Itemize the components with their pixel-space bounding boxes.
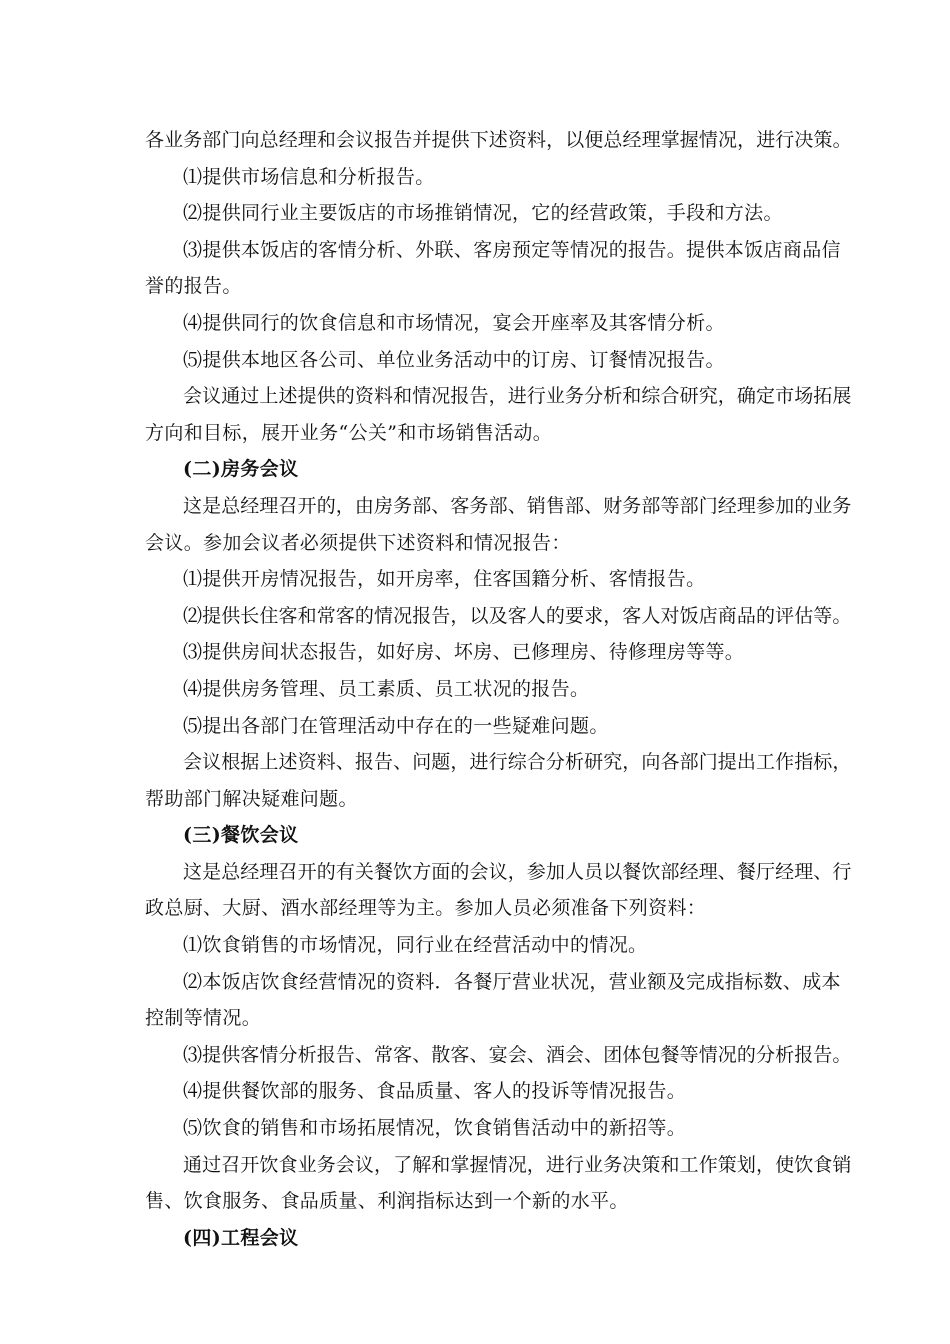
paragraph-line: 控制等情况。 (145, 1007, 262, 1030)
list-item: ⑷提供餐饮部的服务、食品质量、客人的投诉等情况报告。 (183, 1080, 687, 1103)
paragraph-line: 会议根据上述资料、报告、问题，进行综合分析研究，向各部门提出工作指标， (183, 751, 852, 774)
section-heading: (二)房务会议 (183, 458, 299, 481)
paragraph-line: 售、饮食服务、食品质量、利润指标达到一个新的水平。 (145, 1190, 629, 1213)
list-item: ⑶提供客情分析报告、常客、散客、宴会、酒会、团体包餐等情况的分析报告。 (183, 1043, 852, 1066)
list-item: ⑵提供长住客和常客的情况报告，以及客人的要求，客人对饭店商品的评估等。 (183, 604, 852, 627)
list-item: ⑸提出各部门在管理活动中存在的一些疑难问题。 (183, 714, 609, 737)
list-item: ⑵提供同行业主要饭店的市场推销情况，它的经营政策，手段和方法。 (183, 202, 783, 225)
list-item: ⑴提供市场信息和分析报告。 (183, 165, 435, 188)
paragraph-line: 这是总经理召开的，由房务部、客务部、销售部、财务部等部门经理参加的业务 (183, 494, 852, 517)
list-item: ⑸饮食的销售和市场拓展情况，饮食销售活动中的新招等。 (183, 1117, 687, 1140)
paragraph-line: 各业务部门向总经理和会议报告并提供下述资料，以便总经理掌握情况，进行决策。 (145, 129, 852, 151)
list-item: ⑶提供本饭店的客情分析、外联、客房预定等情况的报告。提供本饭店商品信 (183, 238, 841, 261)
paragraph-line: 会议通过上述提供的资料和情况报告，进行业务分析和综合研究，确定市场拓展 (183, 385, 852, 408)
section-heading: (三)餐饮会议 (183, 824, 299, 847)
paragraph-line: 通过召开饮食业务会议，了解和掌握情况，进行业务决策和工作策划，使饮食销 (183, 1153, 852, 1176)
list-item: ⑶提供房间状态报告，如好房、坏房、已修理房、待修理房等等。 (183, 641, 745, 664)
paragraph-line: 方向和目标，展开业务“公关”和市场销售活动。 (145, 421, 553, 444)
document-body (145, 122, 855, 1256)
paragraph-line: 会议。参加会议者必须提供下述资料和情况报告： (145, 531, 571, 554)
section-heading: (四)工程会议 (183, 1226, 299, 1249)
list-item: ⑷提供房务管理、员工素质、员工状况的报告。 (183, 677, 590, 700)
paragraph-line: 这是总经理召开的有关餐饮方面的会议，参加人员以餐饮部经理、餐厅经理、行 (183, 860, 852, 883)
paragraph-line: 政总厨、大厨、酒水部经理等为主。参加人员必须准备下列资料： (145, 897, 707, 920)
list-item: ⑸提供本地区各公司、单位业务活动中的订房、订餐情况报告。 (183, 348, 725, 371)
list-item: ⑴饮食销售的市场情况，同行业在经营活动中的情况。 (183, 934, 648, 957)
paragraph-line: 帮助部门解决疑难问题。 (145, 787, 358, 810)
paragraph-line: 誉的报告。 (145, 275, 242, 298)
list-item: ⑷提供同行的饮食信息和市场情况，宴会开座率及其客情分析。 (183, 311, 725, 334)
list-item: ⑵本饭店饮食经营情况的资料．各餐厅营业状况，营业额及完成指标数、成本 (183, 970, 841, 993)
list-item: ⑴提供开房情况报告，如开房率，住客国籍分析、客情报告。 (183, 568, 706, 591)
